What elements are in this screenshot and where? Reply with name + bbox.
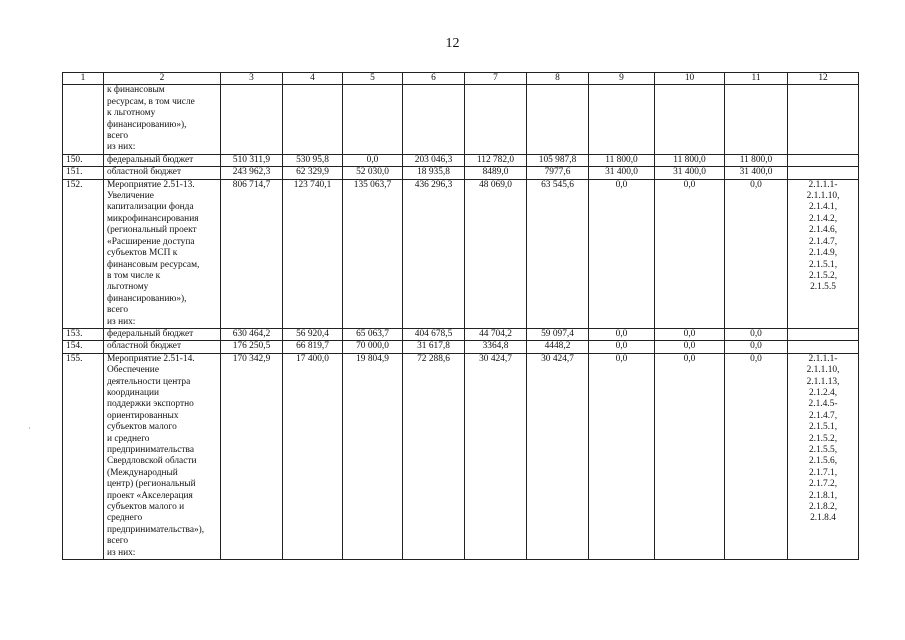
amount-cell: 806 714,7 [221, 179, 283, 328]
amount-cell: 66 819,7 [283, 341, 343, 353]
amount-cell: 19 804,9 [343, 353, 403, 559]
amount-cell: 31 400,0 [589, 167, 655, 179]
amount-cell: 0,0 [725, 353, 788, 559]
row-number: 153. [63, 328, 104, 340]
amount-cell: 65 063,7 [343, 328, 403, 340]
column-header: 5 [343, 73, 403, 85]
amount-cell [283, 85, 343, 154]
amount-cell: 17 400,0 [283, 353, 343, 559]
column-header: 7 [465, 73, 527, 85]
amount-cell [403, 85, 465, 154]
table-row [63, 85, 859, 154]
amount-cell: 4448,2 [527, 341, 589, 353]
amount-cell: 30 424,7 [527, 353, 589, 559]
column-header: 11 [725, 73, 788, 85]
amount-cell: 44 704,2 [465, 328, 527, 340]
amount-cell: 63 545,6 [527, 179, 589, 328]
row-name: к финансовым ресурсам, в том числе к льготному финансированию»), всего из них: [104, 85, 221, 154]
target-codes [788, 85, 859, 154]
row-number: 152. [63, 179, 104, 328]
amount-cell [725, 85, 788, 154]
amount-cell: 72 288,6 [403, 353, 465, 559]
amount-cell: 18 935,8 [403, 167, 465, 179]
amount-cell: 510 311,9 [221, 154, 283, 166]
amount-cell [589, 85, 655, 154]
amount-cell: 243 962,3 [221, 167, 283, 179]
amount-cell: 59 097,4 [527, 328, 589, 340]
amount-cell: 31 400,0 [725, 167, 788, 179]
amount-cell: 62 329,9 [283, 167, 343, 179]
amount-cell [527, 85, 589, 154]
amount-cell [655, 85, 725, 154]
page-number: 12 [445, 36, 460, 51]
amount-cell: 0,0 [589, 353, 655, 559]
amount-cell: 105 987,8 [527, 154, 589, 166]
amount-cell: 11 800,0 [725, 154, 788, 166]
amount-cell: 11 800,0 [589, 154, 655, 166]
table-row [63, 167, 859, 179]
table-body [63, 85, 859, 560]
row-name: областной бюджет [104, 167, 221, 179]
column-number-row [63, 73, 859, 85]
amount-cell [221, 85, 283, 154]
row-number: 155. [63, 353, 104, 559]
amount-cell: 112 782,0 [465, 154, 527, 166]
amount-cell: 11 800,0 [655, 154, 725, 166]
column-header: 1 [63, 73, 104, 85]
amount-cell: 31 617,8 [403, 341, 465, 353]
amount-cell [465, 85, 527, 154]
amount-cell: 3364,8 [465, 341, 527, 353]
row-name: федеральный бюджет [104, 328, 221, 340]
amount-cell: 0,0 [725, 341, 788, 353]
amount-cell: 70 000,0 [343, 341, 403, 353]
column-header: 3 [221, 73, 283, 85]
amount-cell: 31 400,0 [655, 167, 725, 179]
table-row [63, 154, 859, 166]
table-row [63, 353, 859, 559]
amount-cell: 0,0 [589, 328, 655, 340]
target-codes [788, 154, 859, 166]
column-header: 4 [283, 73, 343, 85]
amount-cell: 123 740,1 [283, 179, 343, 328]
amount-cell: 170 342,9 [221, 353, 283, 559]
column-header: 6 [403, 73, 465, 85]
amount-cell: 0,0 [589, 341, 655, 353]
amount-cell: 0,0 [343, 154, 403, 166]
column-header: 8 [527, 73, 589, 85]
table-row [63, 328, 859, 340]
amount-cell: 56 920,4 [283, 328, 343, 340]
amount-cell: 404 678,5 [403, 328, 465, 340]
column-header: 9 [589, 73, 655, 85]
column-header: 2 [104, 73, 221, 85]
amount-cell: 7977,6 [527, 167, 589, 179]
table-row [63, 341, 859, 353]
row-number [63, 85, 104, 154]
amount-cell: 0,0 [655, 179, 725, 328]
amount-cell: 8489,0 [465, 167, 527, 179]
amount-cell: 52 030,0 [343, 167, 403, 179]
target-codes: 2.1.1.1- 2.1.1.10, 2.1.1.13, 2.1.2.4, 2.1.4.5- 2.1.4.7, 2.1.5.1, 2.1.5.2, 2.1.5.5, 2.1.5.6, 2.1.7.1, 2.1.7.2, 2.1.8.1, 2.1.8.2, 2.1.8.4 [788, 353, 859, 559]
row-number: 150. [63, 154, 104, 166]
amount-cell: 436 296,3 [403, 179, 465, 328]
table-row [63, 179, 859, 328]
amount-cell: 530 95,8 [283, 154, 343, 166]
row-number: 151. [63, 167, 104, 179]
amount-cell: 30 424,7 [465, 353, 527, 559]
amount-cell: 48 069,0 [465, 179, 527, 328]
row-name: Мероприятие 2.51-14. Обеспечение деятельности центра координации поддержки экспортно ориентированных субъектов малого и среднего предпринимательства Свердловской области (Международный центр) (региональный проект «Акселерация субъектов малого и среднего предпринимательства»), всего из них: [104, 353, 221, 559]
target-codes [788, 167, 859, 179]
target-codes [788, 341, 859, 353]
amount-cell: 0,0 [589, 179, 655, 328]
amount-cell: 135 063,7 [343, 179, 403, 328]
target-codes [788, 328, 859, 340]
margin-mark: · [28, 424, 31, 433]
amount-cell: 0,0 [655, 341, 725, 353]
budget-table [62, 72, 859, 560]
amount-cell: 203 046,3 [403, 154, 465, 166]
amount-cell: 0,0 [655, 328, 725, 340]
row-name: Мероприятие 2.51-13. Увеличение капитализации фонда микрофинансирования (региональный проект «Расширение доступа субъектов МСП к финансовым ресурсам, в том числе к льготному финансированию»), всего из них: [104, 179, 221, 328]
row-name: федеральный бюджет [104, 154, 221, 166]
amount-cell: 0,0 [725, 328, 788, 340]
amount-cell: 0,0 [725, 179, 788, 328]
amount-cell: 630 464,2 [221, 328, 283, 340]
target-codes: 2.1.1.1- 2.1.1.10, 2.1.4.1, 2.1.4.2, 2.1.4.6, 2.1.4.7, 2.1.4.9, 2.1.5.1, 2.1.5.2, 2.1.5.5 [788, 179, 859, 328]
column-header: 12 [788, 73, 859, 85]
row-number: 154. [63, 341, 104, 353]
column-header: 10 [655, 73, 725, 85]
row-name: областной бюджет [104, 341, 221, 353]
amount-cell: 0,0 [655, 353, 725, 559]
amount-cell: 176 250,5 [221, 341, 283, 353]
amount-cell [343, 85, 403, 154]
